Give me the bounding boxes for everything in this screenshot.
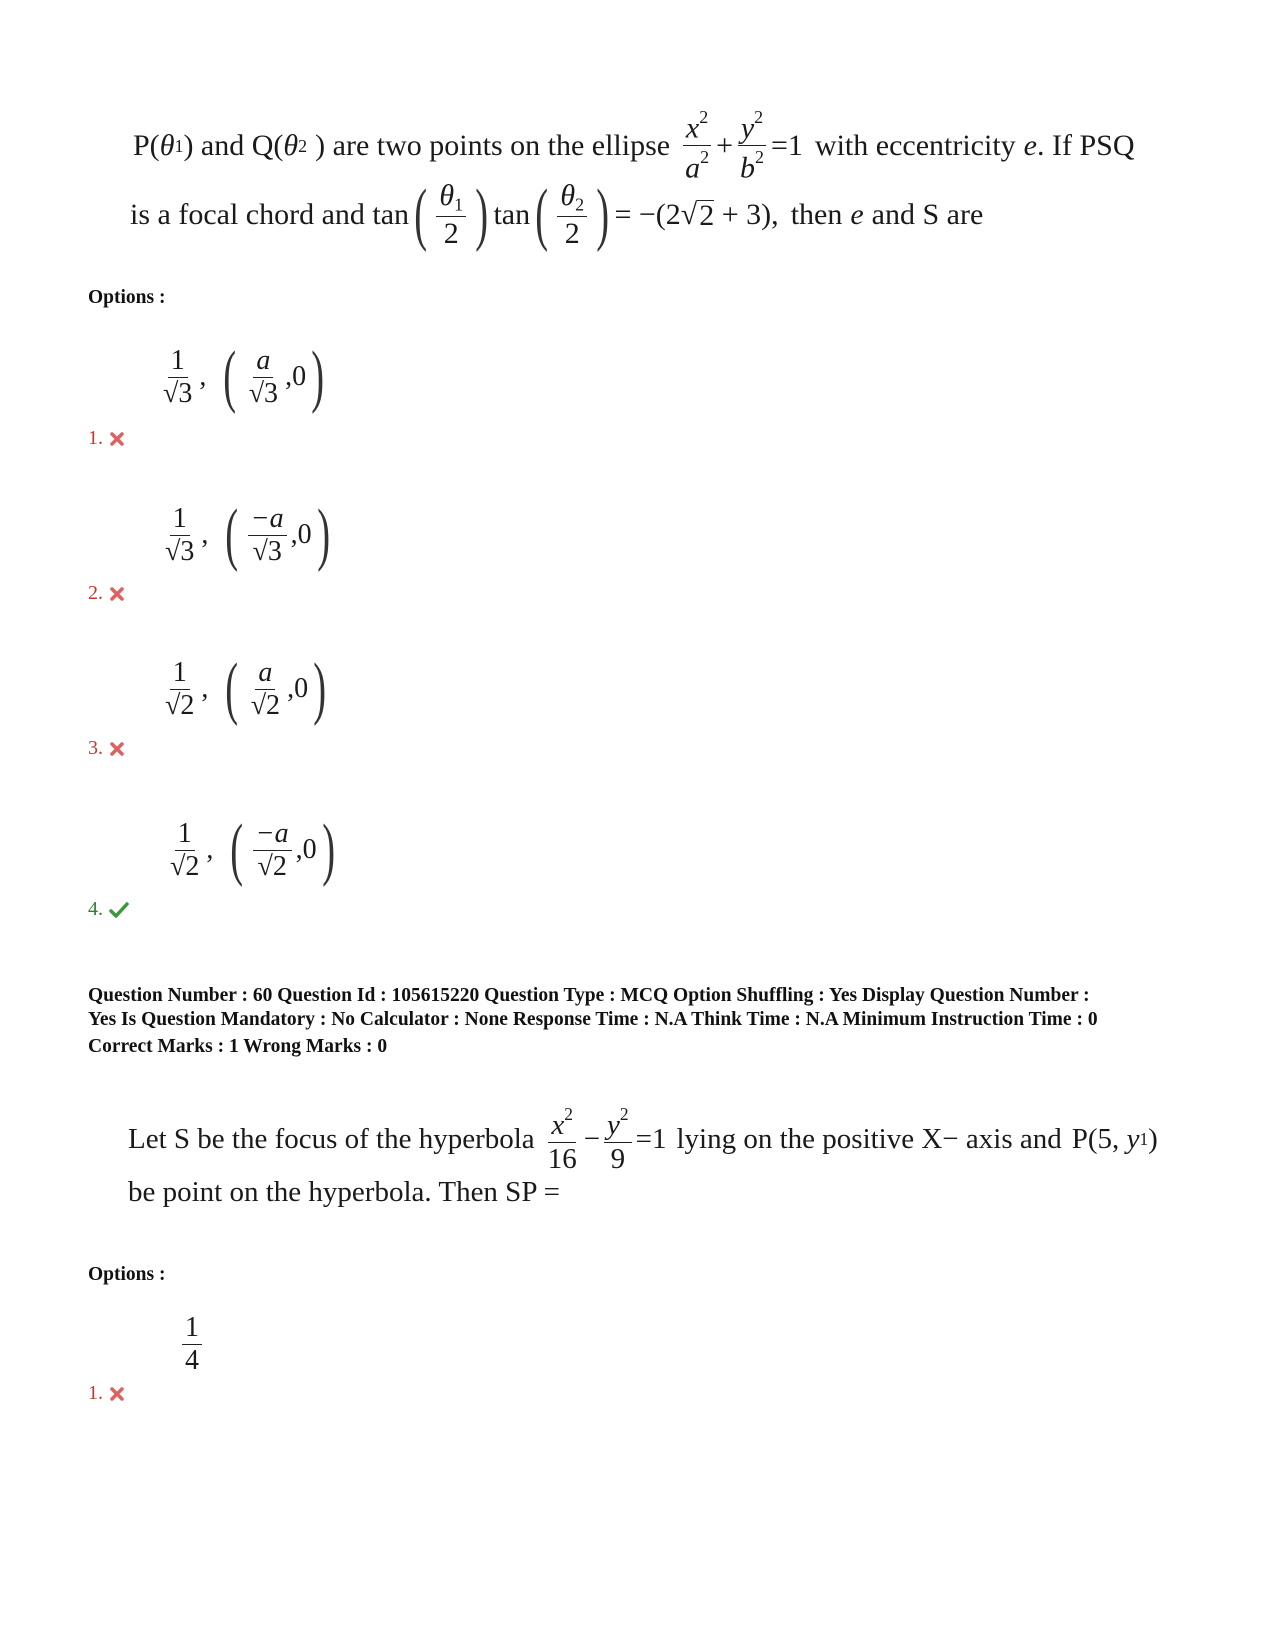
sqrt-radicand: 2: [699, 198, 715, 232]
var-y: y: [1126, 1123, 1140, 1156]
subscript: 1: [454, 194, 464, 215]
plus-sign: +: [716, 128, 733, 162]
options-label: Options :: [88, 1264, 166, 1285]
exponent: 2: [700, 147, 710, 168]
question-meta: [88, 984, 1198, 1058]
subscript: 2: [298, 135, 308, 156]
y2-over-9: [604, 1106, 632, 1174]
text-fragment: + 3),: [714, 198, 779, 231]
text-fragment: ) are two points on the ellipse: [315, 128, 671, 162]
exponent: 2: [619, 1104, 629, 1124]
option-2-math: $\frac{1}{√3}$ , ( $\frac{-a}{√3}$ ,0 ): [158, 500, 335, 570]
theta1-over-2: [436, 181, 466, 248]
option-4-math: $\frac{1}{√2}$ , ( $\frac{-a}{√2}$ ,0 ): [163, 815, 340, 885]
q59-line2: [130, 176, 984, 253]
option-number: 3.: [88, 737, 103, 759]
exponent: 2: [564, 1104, 573, 1124]
option-1-math: $\frac{1}{√3}$ , ( $\frac{a}{√3}$ ,0 ): [156, 342, 329, 412]
option-3-number[interactable]: [88, 737, 125, 760]
coord-numerator: a: [255, 659, 275, 690]
denominator: 2: [443, 216, 459, 250]
right-paren: ): [475, 176, 489, 253]
subscript: 1: [1139, 1129, 1149, 1150]
cross-mark-icon: [109, 741, 125, 757]
q59-line1: [133, 108, 1135, 184]
equals-one: =1: [771, 128, 803, 162]
var-e: e: [1023, 128, 1037, 162]
coord-tail: ,0: [290, 519, 312, 550]
coord-tail: ,0: [295, 834, 317, 865]
cross-mark-icon: [109, 586, 125, 602]
left-paren: (: [535, 176, 549, 253]
frac-numerator: 1: [170, 659, 190, 690]
frac-denominator: √3: [163, 377, 193, 409]
text-fragment: P(: [133, 128, 160, 162]
text-fragment: (5,: [1087, 1123, 1127, 1156]
coord-numerator: −a: [253, 820, 292, 851]
point-p: P: [1071, 1123, 1088, 1156]
theta-symbol: θ: [439, 179, 455, 213]
cross-mark-icon: [109, 431, 125, 447]
denominator: 2: [564, 216, 580, 250]
tan-label: tan: [493, 198, 531, 231]
q60-line2: be point on the hyperbola. Then SP =: [128, 1176, 560, 1208]
coord-numerator: a: [253, 347, 273, 378]
var-x: x: [551, 1108, 565, 1141]
denominator: 9: [610, 1142, 626, 1175]
coord-denominator: √3: [248, 377, 279, 409]
right-paren: ): [596, 176, 610, 253]
theta2-over-2: [557, 181, 587, 248]
text-fragment: . If PSQ: [1037, 128, 1135, 162]
text-fragment: with eccentricity: [814, 128, 1016, 162]
x2-over-16: [545, 1106, 580, 1174]
meta-line: Correct Marks : 1 Wrong Marks : 0: [88, 1035, 388, 1057]
meta-line: Yes Is Question Mandatory : No Calculator : None Response Time : N.A Think Time : N.A Minimum Instruction Time : 0: [88, 1009, 1098, 1031]
option-3-math: $\frac{1}{√2}$ , ( $\frac{a}{√2}$ ,0 ): [158, 654, 331, 724]
text-fragment: ) and Q(: [183, 128, 284, 162]
option-number: 4.: [88, 898, 103, 920]
theta-symbol: θ: [159, 128, 175, 162]
subscript: 1: [174, 135, 184, 156]
minus-sign: −: [583, 1123, 601, 1156]
x2-over-a2: [682, 108, 712, 184]
meta-line: Question Number : 60 Question Id : 105615220 Question Type : MCQ Option Shuffling : Yes Display Question Number :: [88, 985, 1090, 1006]
option-2-number[interactable]: [88, 582, 125, 605]
sqrt-symbol: √: [680, 198, 698, 231]
frac-denominator: √3: [165, 535, 195, 567]
option-1-number[interactable]: [88, 427, 125, 450]
frac-numerator: 1: [168, 347, 188, 378]
q60-line1: [128, 1106, 1158, 1174]
var-y: y: [607, 1108, 620, 1141]
q60-option-1-math: [178, 1314, 206, 1375]
text-fragment: and S are: [871, 198, 984, 231]
coord-numerator: −a: [248, 505, 287, 536]
cross-mark-icon: [109, 1386, 125, 1402]
frac-denominator: √2: [170, 850, 200, 882]
frac-numerator: 1: [175, 820, 195, 851]
frac-numerator: 1: [170, 505, 190, 536]
var-y: y: [740, 111, 755, 145]
coord-tail: ,0: [285, 361, 307, 392]
frac-numerator: 1: [182, 1314, 202, 1345]
var-a: a: [685, 151, 701, 185]
option-4-number[interactable]: [88, 898, 129, 921]
subscript: 2: [575, 194, 585, 215]
text-fragment: is a focal chord and tan: [130, 198, 410, 231]
denominator: 16: [547, 1142, 577, 1175]
check-mark-icon: [109, 901, 129, 919]
option-number: 1.: [88, 427, 103, 449]
text-fragment: = −(2: [614, 198, 681, 231]
frac-denominator: 4: [185, 1345, 199, 1376]
option-number: 1.: [88, 1382, 103, 1404]
exponent: 2: [755, 147, 764, 168]
coord-tail: ,0: [287, 673, 309, 704]
var-x: x: [685, 111, 700, 145]
exponent: 2: [754, 107, 764, 127]
coord-denominator: √3: [252, 535, 282, 567]
exponent: 2: [699, 107, 709, 127]
frac-denominator: √2: [165, 689, 195, 721]
var-b: b: [740, 151, 755, 185]
text-fragment: then: [790, 198, 843, 231]
options-label: Options :: [88, 287, 166, 308]
text-fragment: Let S be the focus of the hyperbola: [128, 1123, 535, 1156]
text-fragment: lying on the positive X− axis and: [676, 1123, 1062, 1156]
coord-denominator: √2: [250, 689, 281, 721]
left-paren: (: [414, 176, 428, 253]
coord-denominator: √2: [257, 850, 287, 882]
equals-one: =1: [635, 1123, 667, 1156]
y2-over-b2: [737, 108, 767, 184]
var-e: e: [850, 198, 864, 231]
q60-option-1-number[interactable]: [88, 1382, 125, 1405]
theta-symbol: θ: [560, 179, 576, 213]
option-number: 2.: [88, 582, 103, 604]
theta-symbol: θ: [283, 128, 299, 162]
text-fragment: ): [1148, 1123, 1158, 1156]
